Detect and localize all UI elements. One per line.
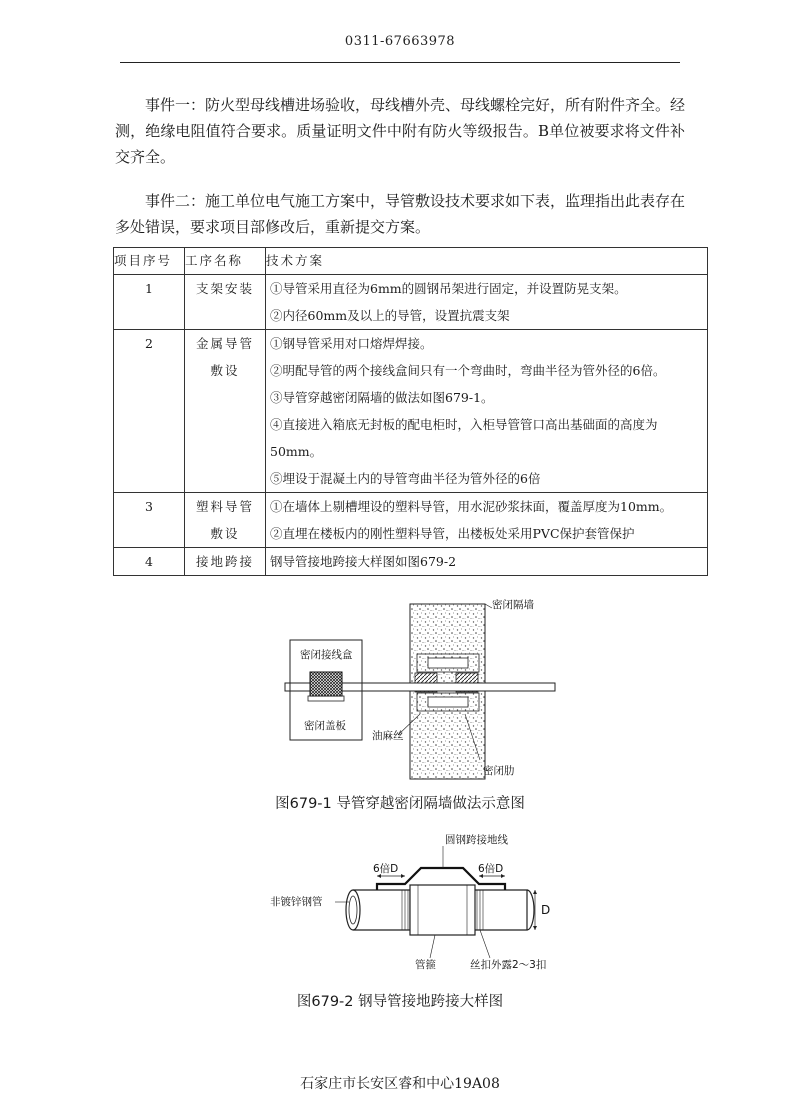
label-clamp: 管箍 [415,959,436,971]
row-tech: ①导管采用直径为6mm的圆钢吊架进行固定，并设置防晃支架。 ②内径60mm及以上的导管，设置抗震支架 [266,275,708,330]
table-row [114,548,708,576]
header-item-no: 项目序号 [114,248,185,275]
sealed-wall-diagram [280,596,560,786]
label-left-length: 6倍D [373,863,399,875]
label-sealed-box: 密闭接线盒 [300,649,353,661]
row-no: 4 [114,548,185,576]
figure1-caption: 图679-1 导管穿越密闭隔墙做法示意图 [275,796,525,812]
row-no: 1 [114,275,185,330]
row-process: 金属导管 敷设 [185,330,266,493]
label-sealed-wall: 密闭隔墙 [492,599,534,611]
table-row [114,330,708,493]
header-tech: 技术方案 [266,248,708,275]
grounding-jumper-diagram [265,828,575,978]
header-phone: 0311-67663978 [344,34,456,49]
row-tech: ①钢导管采用对口熔焊焊接。 ②明配导管的两个接线盒间只有一个弯曲时，弯曲半径为管外径的6倍。 ③导管穿越密闭隔墙的做法如图679-1。 ④直接进入箱底无封板的配电柜时，入柜导管管口高出基础面的高度为 50mm。 ⑤埋设于混凝土内的导管弯曲半径为管外径的6倍 [266,330,708,493]
conduit-spec-table [113,247,708,576]
row-process: 塑料导管 敷设 [185,493,266,548]
label-right-length: 6倍D [478,863,504,875]
pipe-coupling [410,885,475,935]
label-sealing-rib: 密闭肋 [483,765,515,777]
footer-address: 石家庄市长安区睿和中心19A08 [300,1076,500,1092]
label-hemp: 油麻丝 [372,730,404,742]
table-row [114,275,708,330]
row-tech: ①在墙体上剔槽埋设的塑料导管，用水泥砂浆抹面，覆盖厚度为10mm。 ②直埋在楼板内的刚性塑料导管，出楼板处采用PVC保护套管保护 [266,493,708,548]
header-rule [120,62,680,63]
label-diameter: D [541,903,551,917]
label-jumper: 圆钢跨接地线 [445,834,508,846]
row-process: 支架安装 [185,275,266,330]
table-header-row [114,248,708,275]
event-two-paragraph: 事件二：施工单位电气施工方案中，导管敷设技术要求如下表，监理指出此表存在多处错误，要求项目部修改后，重新提交方案。 [115,192,686,236]
label-pipe: 非镀锌钢管 [270,896,323,908]
row-tech: 钢导管接地跨接大样图如图679-2 [266,548,708,576]
row-no: 3 [114,493,185,548]
row-process: 接地跨接 [185,548,266,576]
label-sealed-cover: 密闭盖板 [304,720,346,732]
header-process: 工序名称 [185,248,266,275]
table-row [114,493,708,548]
figure2-caption: 图679-2 钢导管接地跨接大样图 [296,994,504,1010]
event-one-paragraph: 事件一：防火型母线槽进场验收，母线槽外壳、母线螺栓完好，所有附件齐全。经测，绝缘电阻值符合要求。质量证明文件中附有防火等级报告。B单位被要求将文件补交齐全。 [115,96,686,166]
sealed-cover [308,696,344,701]
row-no: 2 [114,330,185,493]
label-thread: 丝扣外露2～3扣 [470,959,547,971]
